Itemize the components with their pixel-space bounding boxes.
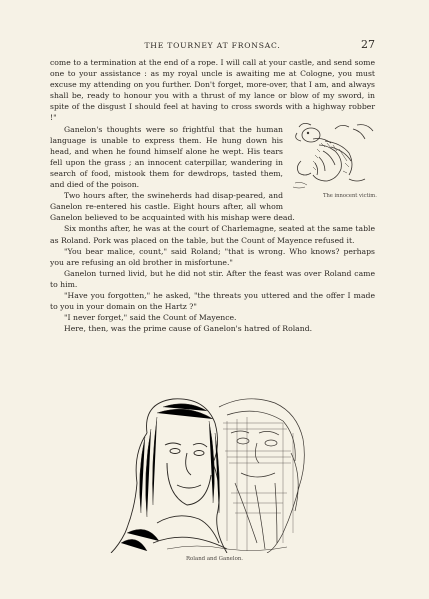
paragraph-4: Six months after, he was at the court of Charlemagne, seated at the same table as Roland. Pork was placed on the table, but the Count of Mayence refused it. xyxy=(50,224,375,245)
paragraph-6: Ganelon turned livid, but he did not stir. After the feast was over Roland came to him. xyxy=(50,268,375,289)
page-number: 27 xyxy=(361,38,375,51)
paragraph-8: "I never forget," said the Count of Mayence. xyxy=(64,313,237,323)
paragraph-2 xyxy=(50,124,377,199)
paragraph-3: Two hours after, the swineherds had disap-peared, and Ganelon re-entered his castle. Eight hours after, all whom Ganelon believed to be acquainted with his mishap were dead. xyxy=(50,191,295,223)
caterpillar-caption: The innocent victim. xyxy=(323,192,377,199)
portrait-caption: Roland and Ganelon. xyxy=(185,556,244,562)
paragraph-7: "Have you forgotten," he asked, "the threats you uttered and the offer I made to you in your domain on the Hartz ?" xyxy=(50,290,375,312)
paragraph-9: Here, then, was the prime cause of Ganelon's hatred of Roland. xyxy=(64,324,313,334)
paragraph-2-text: Ganelon's thoughts were so frightful that the human language is unable to express them. He hung down his head, and when he found himself alone he wept. His tears fell upon the grass ; an innocent caterpillar, wandering in search of food, mistook them for dewdrops, tasted them, and died of the poison. xyxy=(50,124,283,190)
page-header xyxy=(50,40,375,54)
body-text xyxy=(50,57,375,334)
caterpillar-drawing xyxy=(291,121,381,191)
paragraph-5: "You bear malice, count," said Roland; "that is wrong. Who knows? perhaps you are refusing an old brother in misfortune." xyxy=(50,246,375,267)
portrait-drawing xyxy=(107,393,327,553)
portrait-illustration xyxy=(107,393,327,553)
caterpillar-illustration xyxy=(291,121,381,205)
running-title: THE TOURNEY AT FRONSAC. xyxy=(144,41,281,50)
paragraph-1: come to a termination at the end of a rope. I will call at your castle, and send some one to your assistance : as my royal uncle is awaiting me at Cologne, you must excuse my attending on you further. Don't forget, more-over, that I am, and always shall be, ready to honour you with a thrust of my lance or blow of my sword, in spite of the disgust I should feel at having to cross swords with a highway robber !" xyxy=(50,58,375,123)
